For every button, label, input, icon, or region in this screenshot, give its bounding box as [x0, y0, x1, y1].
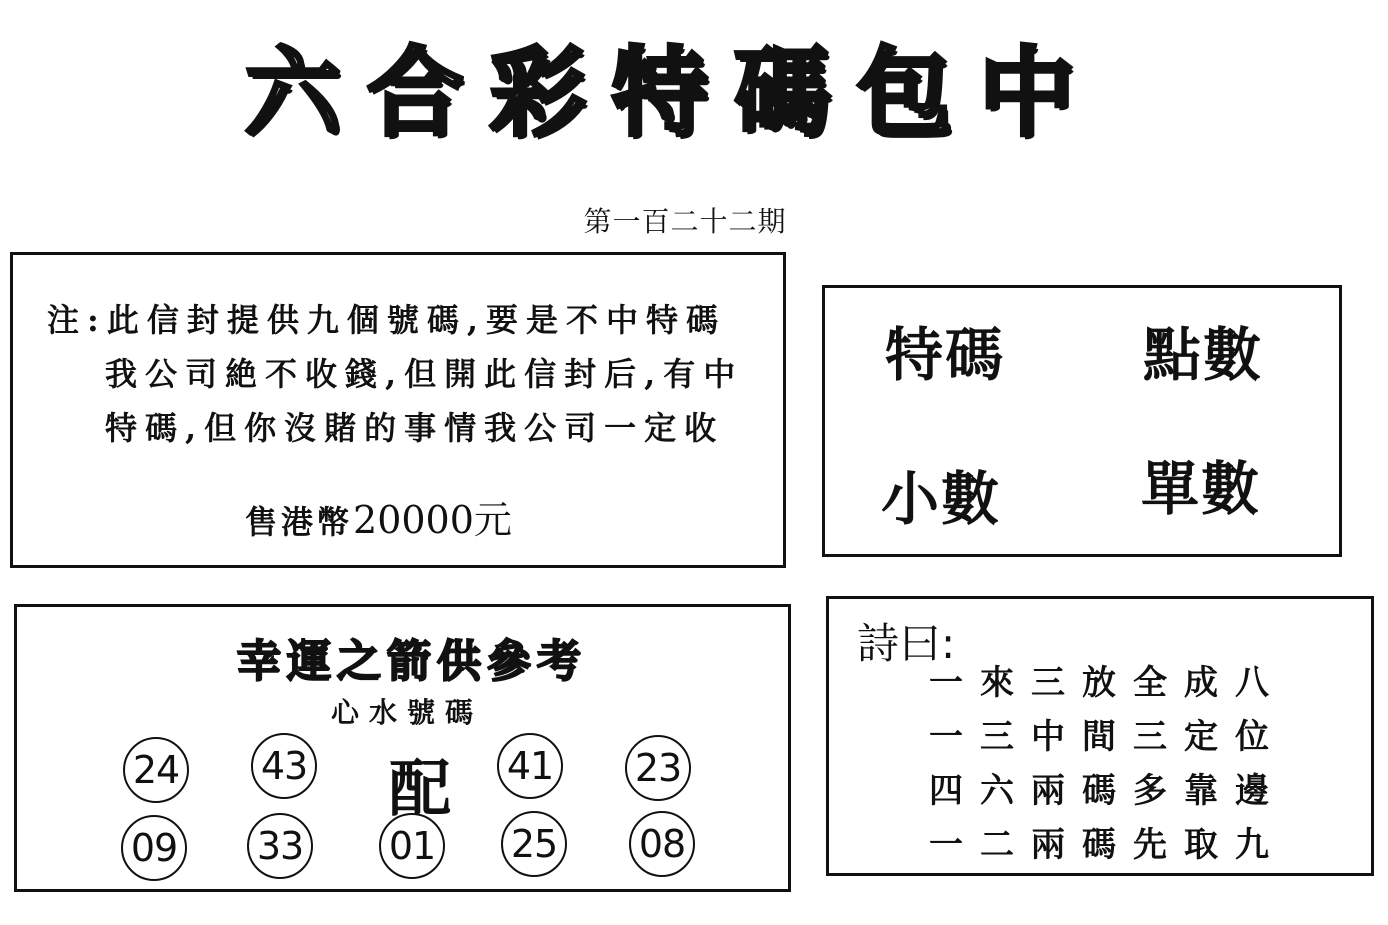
- number-ball: 08: [629, 811, 695, 877]
- notice-line: 特碼,但你沒賭的事情我公司一定收: [105, 409, 725, 447]
- page-title: [245, 38, 1075, 148]
- notice-line: 注:此信封提供九個號碼,要是不中特碼: [47, 301, 726, 339]
- number-ball: 25: [501, 811, 567, 877]
- option-points: 點數: [1143, 321, 1264, 389]
- option-small: 小數: [881, 465, 1002, 533]
- title-char: 特: [611, 37, 708, 149]
- number-ball: 23: [625, 735, 691, 801]
- number-ball: 24: [123, 737, 189, 803]
- number-ball: 41: [497, 733, 563, 799]
- lucky-title: 幸運之箭供參考: [237, 636, 587, 687]
- pair-char: 配: [388, 752, 451, 825]
- issue-number: 第一百二十二期: [583, 205, 787, 238]
- title-char: 合: [367, 37, 464, 149]
- number-ball: 09: [121, 815, 187, 881]
- poem-line: 一三中間三定位: [929, 717, 1286, 757]
- notice-box: [10, 252, 786, 568]
- lucky-numbers-box: [14, 604, 791, 892]
- poem-line: 一來三放全成八: [929, 663, 1286, 703]
- number-ball: 01: [379, 813, 445, 879]
- option-odd: 單數: [1141, 455, 1262, 523]
- options-box: [822, 285, 1342, 557]
- notice-line: 我公司絶不收錢,但開此信封后,有中: [105, 355, 744, 393]
- poem-title: 詩曰:: [857, 619, 956, 668]
- title-char: 六: [245, 37, 341, 149]
- poem-box: [826, 596, 1374, 876]
- price-amount: 20000元: [353, 498, 512, 542]
- title-char: 包: [856, 37, 953, 149]
- title-char: 碼: [734, 37, 831, 149]
- poem-line: 四六兩碼多靠邊: [929, 771, 1286, 811]
- number-ball: 43: [251, 733, 317, 799]
- price-label: 售港幣: [245, 503, 354, 541]
- option-special-code: 特碼: [885, 321, 1006, 389]
- poem-line: 一二兩碼先取九: [929, 825, 1286, 865]
- title-char: 中: [978, 37, 1075, 149]
- title-char: 彩: [489, 37, 586, 149]
- lucky-subtitle: 心水號碼: [330, 696, 483, 729]
- number-ball: 33: [247, 813, 313, 879]
- price-line: [245, 489, 512, 544]
